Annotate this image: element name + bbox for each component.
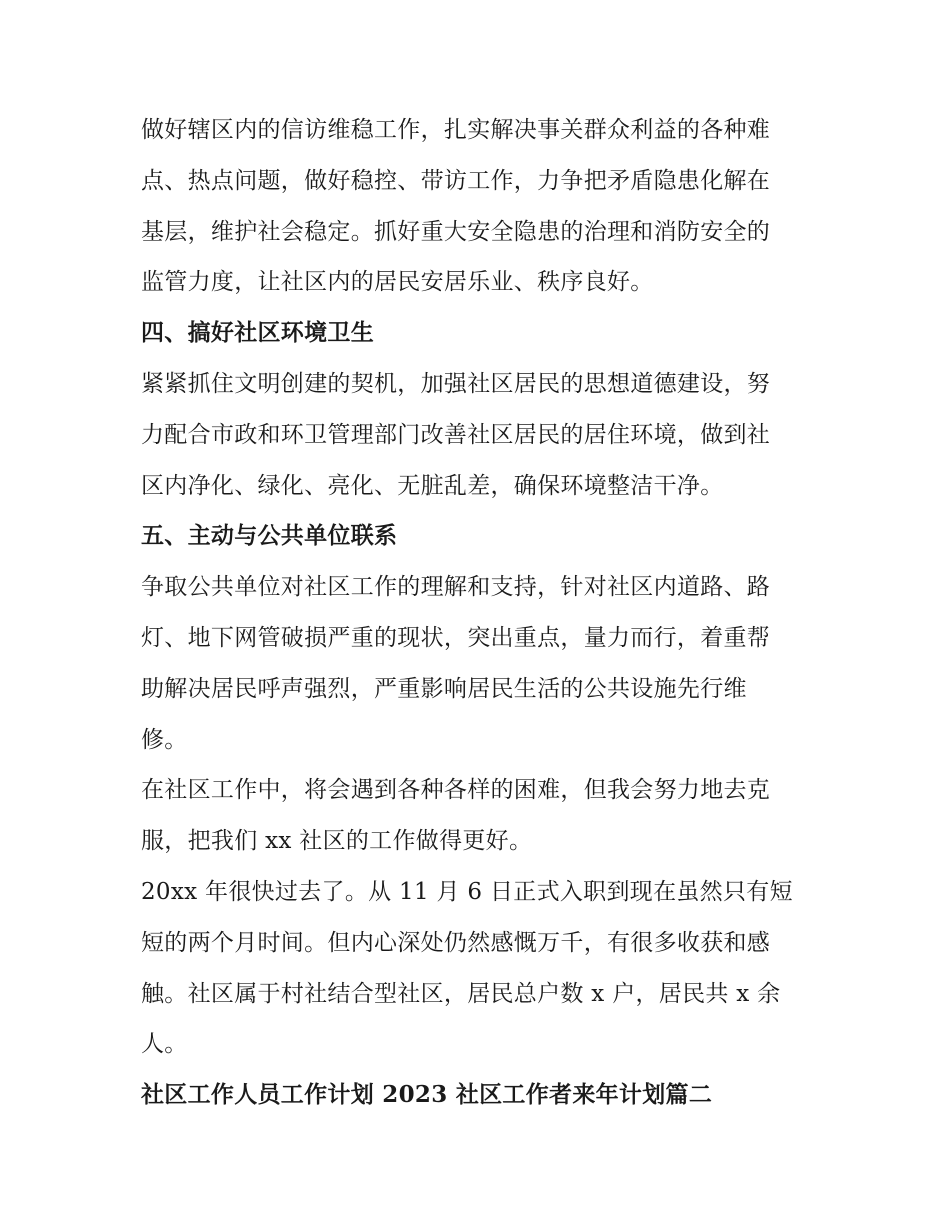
text-line: 修。: [141, 726, 188, 753]
paragraph-year-review: [141, 867, 821, 1070]
text-line: 20xx 年很快过去了。从 11 月 6 日正式入职到现在虽然只有短: [141, 878, 793, 905]
heading-text: 社区工作人员工作计划 2023 社区工作者来年计划篇二: [141, 1081, 713, 1109]
text-line: 监管力度，让社区内的居民安居乐业、秩序良好。: [141, 269, 654, 296]
text-line: 区内净化、绿化、亮化、无脏乱差，确保环境整洁干净。: [141, 472, 724, 499]
text-line: 短的两个月时间。但内心深处仍然感慨万千，有很多收获和感: [141, 929, 771, 956]
heading-text: 五、主动与公共单位联系: [141, 522, 398, 550]
text-line: 触。社区属于村社结合型社区，居民总户数 x 户，居民共 x 余: [141, 980, 781, 1007]
heading-text: 四、搞好社区环境卫生: [141, 319, 374, 347]
section-heading-public-units: [141, 511, 821, 562]
text-line: 基层，维护社会稳定。抓好重大安全隐患的治理和消防安全的: [141, 218, 771, 245]
paragraph-stability-work: [141, 105, 821, 308]
section-heading-environment: [141, 308, 821, 359]
text-line: 在社区工作中，将会遇到各种各样的困难，但我会努力地去克: [141, 777, 771, 804]
paragraph-difficulties: [141, 765, 821, 867]
text-line: 人。: [141, 1031, 188, 1058]
text-line: 紧紧抓住文明创建的契机，加强社区居民的思想道德建设，努: [141, 370, 771, 397]
paragraph-public-units: [141, 562, 821, 765]
text-line: 服，把我们 xx 社区的工作做得更好。: [141, 828, 533, 855]
paragraph-environment: [141, 359, 821, 511]
text-line: 灯、地下网管破损严重的现状，突出重点，量力而行，着重帮: [141, 624, 771, 651]
text-line: 力配合市政和环卫管理部门改善社区居民的居住环境，做到社: [141, 421, 771, 448]
text-line: 做好辖区内的信访维稳工作，扎实解决事关群众利益的各种难: [141, 117, 771, 143]
text-line: 点、热点问题，做好稳控、带访工作，力争把矛盾隐患化解在: [141, 167, 771, 194]
text-line: 争取公共单位对社区工作的理解和支持，针对社区内道路、路: [141, 574, 771, 601]
text-line: 助解决居民呼声强烈，严重影响居民生活的公共设施先行维: [141, 675, 747, 702]
article-title-part-two: [141, 1070, 821, 1121]
document-page: [141, 105, 821, 1121]
